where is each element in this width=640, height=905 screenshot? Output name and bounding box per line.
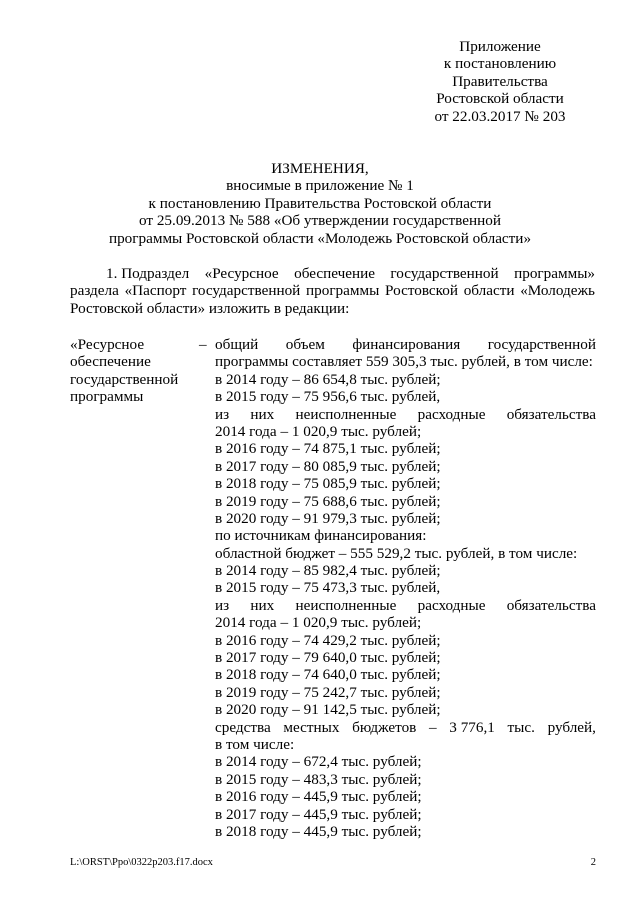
heading-line: программы Ростовской области «Молодежь Ростовской области» (108, 229, 532, 247)
word: раздела (70, 282, 119, 300)
resource-line: в 2015 году – 483,3 тыс. рублей; (215, 770, 422, 788)
resource-line: в 2018 году – 75 085,9 тыс. рублей; (215, 475, 441, 493)
word: расходные (417, 405, 486, 423)
resource-line: в 2015 году – 75 956,6 тыс. рублей, (215, 388, 441, 406)
resource-justified-line (215, 719, 596, 736)
resource-line: в 2019 году – 75 242,7 тыс. рублей; (215, 683, 441, 701)
word: – (429, 718, 437, 736)
word: программы (306, 282, 380, 300)
word: финансирования (352, 336, 461, 353)
word: государственной (487, 336, 596, 353)
resource-line: в 2014 году – 85 982,4 тыс. рублей; (215, 562, 441, 580)
resource-line: в 2017 году – 80 085,9 тыс. рублей; (215, 457, 441, 475)
approval-line: Приложение (459, 38, 541, 55)
word: объем (285, 336, 325, 353)
resource-line: в 2014 году – 672,4 тыс. рублей; (215, 753, 422, 771)
word: Ростовской (385, 282, 458, 300)
heading-line: от 25.09.2013 № 588 «Об утверждении государственной (139, 212, 501, 230)
word: расходные (417, 596, 486, 614)
resource-line: в том числе: (215, 735, 295, 753)
word: общий (215, 336, 259, 353)
heading-line: к постановлению Правительства Ростовской области (148, 194, 492, 212)
resource-label-line: обеспечение (70, 353, 151, 371)
word: области (463, 282, 515, 300)
intro-line-3: Ростовской области» изложить в редакции: (70, 299, 350, 317)
resource-label-line: программы (70, 388, 144, 406)
word: 3 776,1 (449, 718, 495, 736)
word: из (215, 596, 230, 614)
resource-line: 2014 года – 1 020,9 тыс. рублей; (215, 614, 422, 632)
word: местных (283, 718, 340, 736)
word: «Молодежь (520, 282, 595, 300)
word: из (215, 405, 230, 423)
resource-details (215, 336, 596, 840)
approval-line: от 22.03.2017 № 203 (434, 107, 566, 125)
word: 1. Подраздел (106, 265, 190, 282)
word: неисполненные (295, 405, 397, 423)
resource-justified-line (215, 597, 596, 614)
word: обязательства (506, 596, 596, 614)
file-path: L:\ORST\Ppo\0322p203.f17.docx (70, 857, 213, 868)
word: средства (215, 718, 271, 736)
resource-line: в 2017 году – 445,9 тыс. рублей; (215, 805, 422, 823)
resource-line: в 2020 году – 91 142,5 тыс. рублей; (215, 701, 441, 719)
intro-line-1 (70, 265, 595, 282)
word: бюджетов (352, 718, 417, 736)
resource-line: в 2015 году – 75 473,3 тыс. рублей, (215, 579, 441, 597)
word: них (250, 405, 275, 423)
resource-line: в 2020 году – 91 979,3 тыс. рублей; (215, 509, 441, 527)
resource-line: в 2019 году – 75 688,6 тыс. рублей; (215, 492, 441, 510)
resource-line: 2014 года – 1 020,9 тыс. рублей; (215, 422, 422, 440)
approval-line: к постановлению (443, 55, 557, 73)
word: обязательства (506, 405, 596, 423)
resource-justified-line (215, 406, 596, 423)
page-footer (70, 857, 596, 869)
word: обеспечение (294, 265, 375, 282)
approval-block (404, 38, 596, 125)
resource-line: областной бюджет – 555 529,2 тыс. рублей, в том числе: (215, 544, 578, 562)
resource-dash: – (199, 336, 207, 353)
resource-label-line: «Ресурсное (70, 336, 145, 353)
resource-line: в 2017 году – 79 640,0 тыс. рублей; (215, 649, 441, 667)
resource-line: в 2014 году – 86 654,8 тыс. рублей; (215, 370, 441, 388)
word: тыс. (507, 718, 535, 736)
document-heading (60, 160, 580, 247)
resource-line: по источникам финансирования: (215, 527, 427, 545)
resource-line: в 2016 году – 74 875,1 тыс. рублей; (215, 440, 441, 458)
heading-title: ИЗМЕНЕНИЯ, (271, 160, 369, 177)
resource-label (70, 336, 195, 406)
resource-line: в 2016 году – 74 429,2 тыс. рублей; (215, 631, 441, 649)
word: государственной (192, 282, 301, 300)
approval-line: Ростовской области (436, 90, 564, 108)
resource-first-line (215, 336, 596, 353)
word: неисполненные (295, 596, 397, 614)
resource-line: программы составляет 559 305,3 тыс. рублей, в том числе: (215, 353, 593, 371)
intro-paragraph (70, 265, 595, 317)
word: «Ресурсное (204, 265, 279, 282)
resource-line: в 2016 году – 445,9 тыс. рублей; (215, 788, 422, 806)
resource-label-line: государственной (70, 370, 179, 388)
intro-line-2 (70, 282, 595, 299)
heading-line: вносимые в приложение № 1 (226, 177, 414, 195)
resource-line: в 2018 году – 74 640,0 тыс. рублей; (215, 666, 441, 684)
page-number: 2 (590, 857, 596, 868)
word: рублей, (547, 718, 596, 736)
word: программы» (514, 265, 595, 282)
approval-line: Правительства (452, 72, 548, 90)
word: «Паспорт (124, 282, 187, 300)
word: государственной (390, 265, 499, 282)
word: них (250, 596, 275, 614)
resource-line: в 2018 году – 445,9 тыс. рублей; (215, 822, 422, 840)
